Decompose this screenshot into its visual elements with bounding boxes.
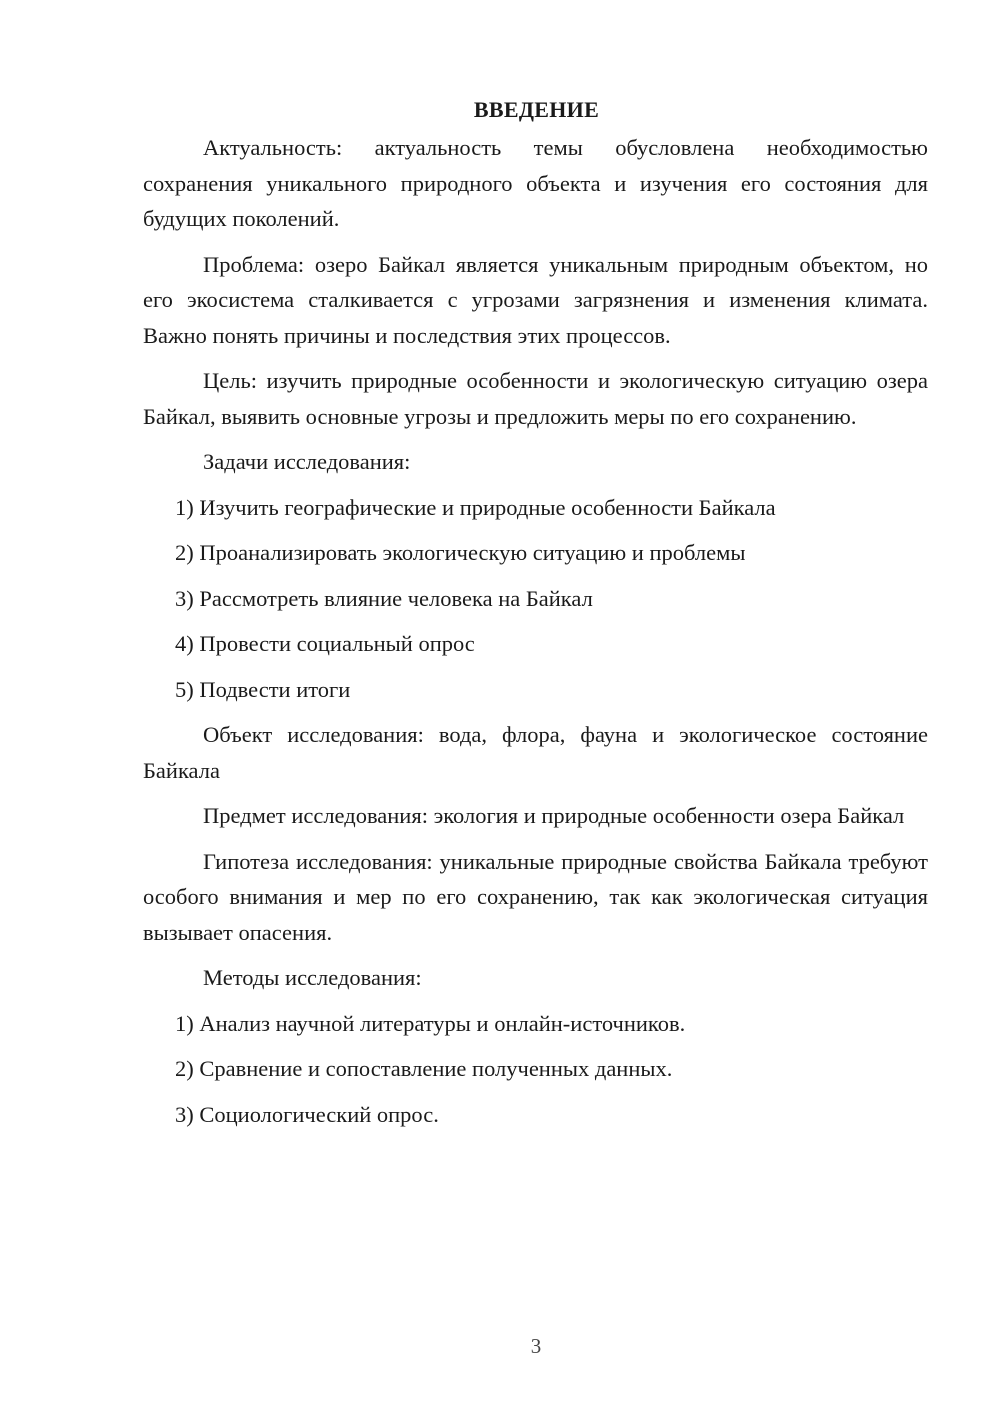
problem-paragraph: Проблема: озеро Байкал является уникальным природным объектом, но его экосистема сталкивается с угрозами загрязнения и изменения климата. Важно понять причины и последствия этих процессов.: [143, 251, 928, 348]
page-content: [143, 92, 928, 1142]
method-item: 2) Сравнение и сопоставление полученных данных.: [175, 1056, 673, 1081]
methods-heading: Методы исследования:: [203, 965, 422, 990]
method-item: 3) Социологический опрос.: [175, 1101, 439, 1127]
task-item: 1) Изучить географические и природные особенности Байкала: [175, 494, 776, 520]
goal-paragraph: Цель: изучить природные особенности и экологическую ситуацию озера Байкал, выявить основные угрозы и предложить меры по его сохранению.: [143, 368, 928, 429]
section-title: ВВЕДЕНИЕ: [473, 97, 600, 122]
method-item: 1) Анализ научной литературы и онлайн-источников.: [175, 1010, 686, 1036]
object-paragraph: Объект исследования: вода, флора, фауна и экологическое состояние Байкала: [143, 722, 928, 783]
task-item: 5) Подвести итоги: [175, 676, 351, 702]
methods-list: [143, 1006, 928, 1133]
hypothesis-paragraph: Гипотеза исследования: уникальные природные свойства Байкала требуют особого внимания и мер по его сохранению, так как экологическая ситуация вызывает опасения.: [143, 848, 928, 945]
subject-paragraph: Предмет исследования: экология и природные особенности озера Байкал: [203, 803, 905, 828]
task-item: 3) Рассмотреть влияние человека на Байкал: [175, 585, 593, 611]
task-item: 4) Провести социальный опрос: [175, 631, 475, 656]
tasks-heading: Задачи исследования:: [203, 449, 411, 474]
task-item: 2) Проанализировать экологическую ситуацию и проблемы: [175, 540, 746, 565]
tasks-list: [143, 490, 928, 708]
relevance-paragraph: Актуальность: актуальность темы обусловлена необходимостью сохранения уникального природного объекта и изучения его состояния для будущих поколений.: [143, 135, 928, 231]
page-number: 3: [530, 1334, 542, 1358]
